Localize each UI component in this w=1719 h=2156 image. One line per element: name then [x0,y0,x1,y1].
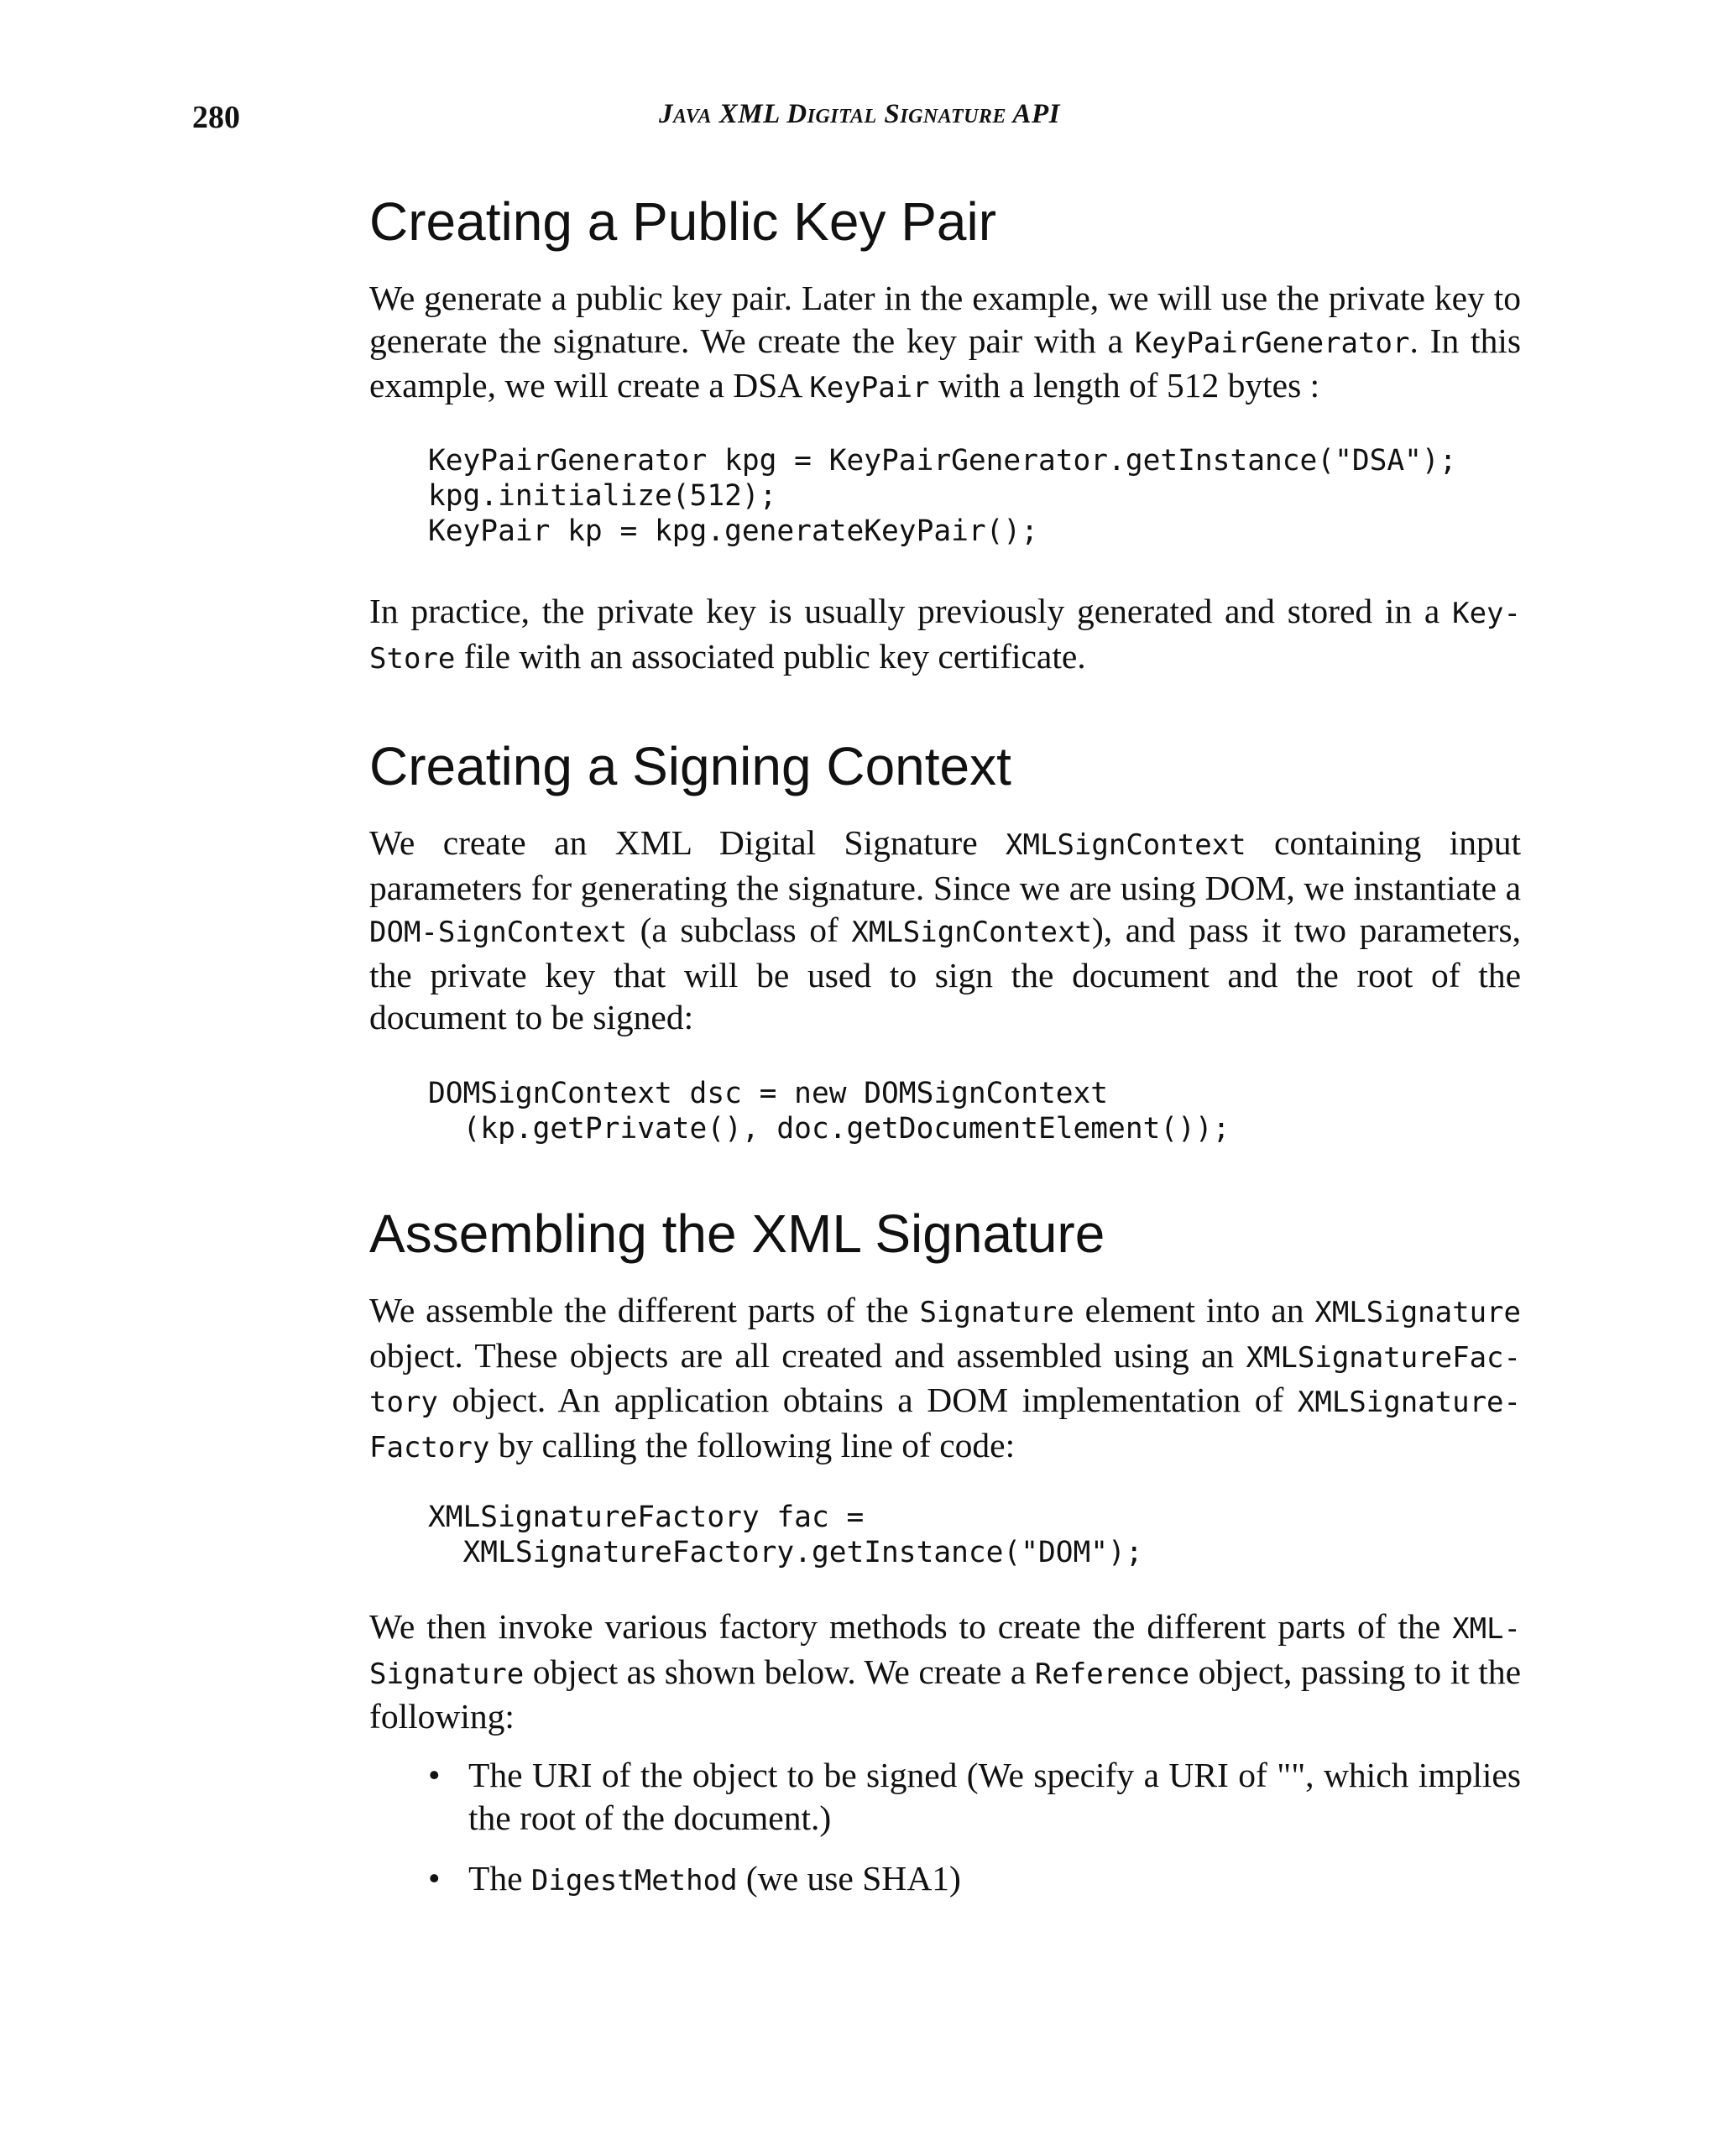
list-item: • The DigestMethod (we use SHA1) [428,1857,1521,1903]
running-title: JAVA XML DIGITAL SIGNATURE API [659,99,1060,129]
section-heading-assembling: Assembling the XML Signature [369,1203,1105,1264]
page-header [192,99,1527,149]
paragraph-key-pair-intro: We generate a public key pair. Later in the example, we will use the private key to generate the signature. We create the key pair with a KeyPairGenerator. In this example, we will create a DSA KeyPair with a length of 512 bytes : [369,279,1522,405]
bullet-icon: • [428,1859,441,1898]
bullet-list [428,1754,1521,1921]
paragraph-assembling: We assemble the different parts of the Signature element into an XMLSignature object. These objects are all created and assembled using an XMLSignatureFac-tory object. An application obtains a DOM implementation of XMLSignature-Factory by calling the following line of code: [369,1291,1521,1464]
list-item: • The URI of the object to be signed (We specify a URI of "", which implies the root of the document.) [428,1756,1521,1837]
section-heading-key-pair: Creating a Public Key Pair [369,191,997,252]
code-block-signing-context: DOMSignContext dsc = new DOMSignContext (kp.getPrivate(), doc.getDocumentElement()); [428,1077,1230,1146]
bullet-icon: • [428,1756,441,1794]
paragraph-keystore: In practice, the private key is usually previously generated and stored in a Key-Store file with an associated public key certificate. [369,592,1521,676]
section-heading-signing-context: Creating a Signing Context [369,736,1011,796]
paragraph-factory-methods: We then invoke various factory methods to create the different parts of the XML-Signature object as shown below. We create a Reference object, passing to it the following: [369,1607,1521,1736]
code-block-key-pair: KeyPairGenerator kpg = KeyPairGenerator.getInstance("DSA"); kpg.initialize(512); KeyPair kp = kpg.generateKeyPair(); [428,444,1457,548]
paragraph-signing-context: We create an XML Digital Signature XMLSignContext containing input parameters for generating the signature. Since we are using DOM, we instantiate a DOM-SignContext (a subclass of XMLSignContext), and pass it two parameters, the private key that will be used to sign the document and the root of the document to be signed: [369,823,1521,1036]
page-number: 280 [192,100,240,135]
code-block-factory: XMLSignatureFactory fac = XMLSignatureFactory.getInstance("DOM"); [428,1501,1143,1569]
